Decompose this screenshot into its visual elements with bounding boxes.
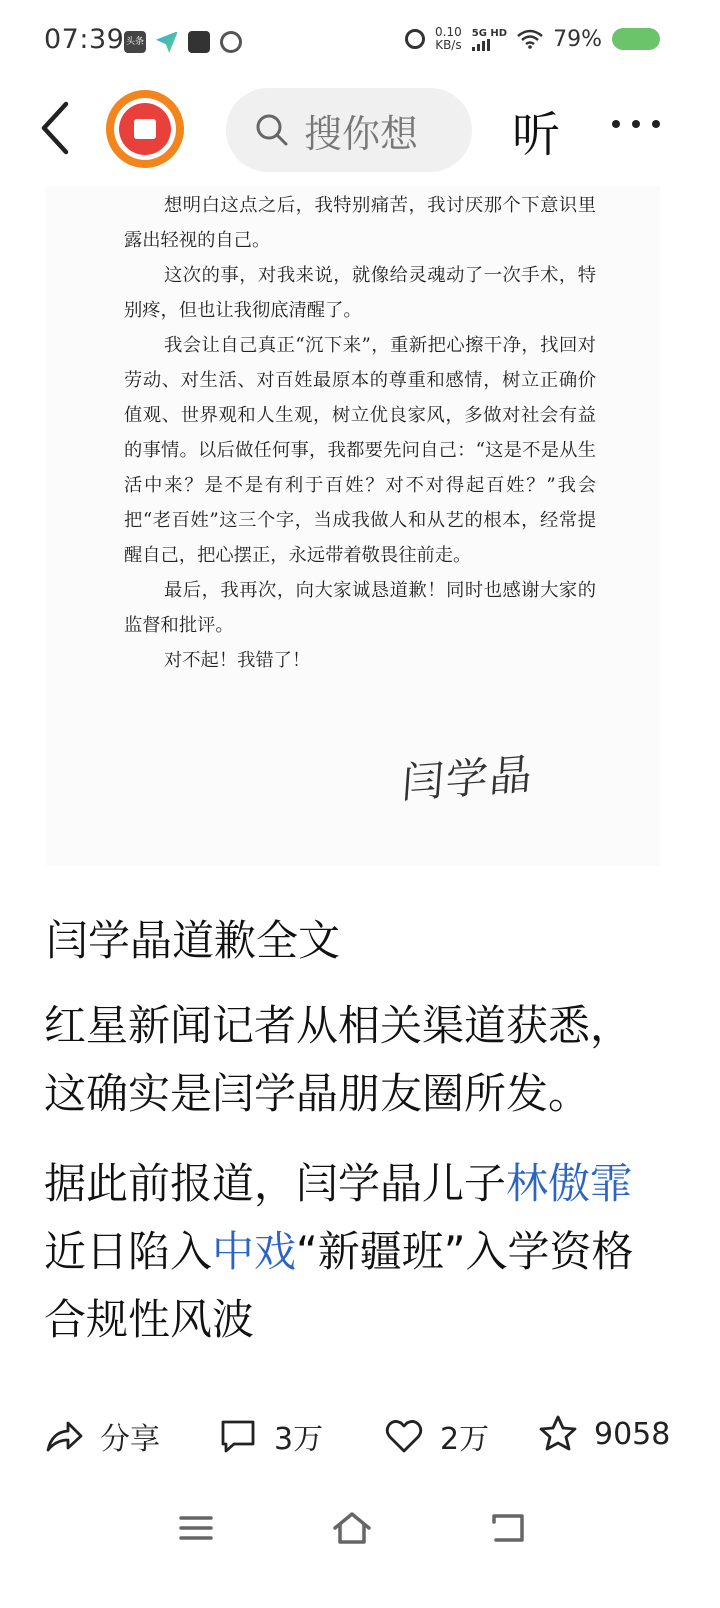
status-right	[405, 26, 660, 52]
status-bar	[0, 0, 720, 86]
comment-count: 3万	[274, 1422, 324, 1457]
author-avatar[interactable]	[106, 90, 184, 168]
share-label: 分享	[100, 1422, 160, 1457]
net-speed-value: 0.10	[435, 25, 462, 39]
share-button[interactable]	[44, 1414, 160, 1458]
image-caption: 闫学晶道歉全文	[46, 916, 341, 965]
nav-bar	[0, 86, 720, 182]
favorite-count: 9058	[594, 1416, 671, 1452]
article-body	[44, 992, 644, 1388]
notification-icons	[124, 31, 242, 53]
listen-button[interactable]: 听	[512, 107, 561, 163]
action-bar	[0, 1396, 720, 1476]
apology-letter-image[interactable]	[46, 186, 660, 866]
favorite-button[interactable]	[538, 1414, 670, 1454]
status-time: 07:39	[44, 24, 125, 55]
letter-paragraph: 对不起！我错了！	[164, 650, 311, 671]
home-icon[interactable]	[332, 1510, 372, 1546]
mail-icon	[188, 31, 210, 53]
article-text: 近日陷入	[44, 1227, 213, 1276]
send-icon	[156, 31, 178, 53]
like-count: 2万	[440, 1422, 490, 1457]
star-icon	[538, 1414, 578, 1454]
letter-paragraph: 这次的事，对我来说，就像给灵魂动了一次手术，特别疼，但也让我彻底清醒了。	[124, 265, 596, 321]
like-button[interactable]	[384, 1414, 489, 1458]
battery-icon	[612, 28, 660, 50]
back-nav-icon[interactable]	[490, 1510, 526, 1546]
person-link[interactable]: 林傲霏	[506, 1159, 633, 1208]
article-paragraph	[44, 1150, 644, 1354]
network-type: 5G HD	[471, 27, 508, 39]
more-options-icon[interactable]	[612, 120, 660, 128]
signal-indicator	[472, 28, 507, 51]
share-icon	[44, 1416, 84, 1456]
net-speed-unit: KB/s	[435, 38, 462, 52]
search-icon	[254, 112, 290, 148]
letter-paragraph: 我会让自己真正“沉下来”，重新把心擦干净，找回对劳动、对生活、对百姓最原本的尊重和感情，树立正确价值观、世界观和人生观，树立优良家风，多做对社会有益的事情。以后做任何事，我都要先问自己：“这是不是从生活中来？是不是有利于百姓？对不对得起百姓？”我会把“老百姓”这三个字，当成我做人和从艺的根本，经常提醒自己，把心摆正，永远带着敬畏往前走。	[124, 335, 596, 566]
heart-icon	[384, 1416, 424, 1456]
system-navigation	[0, 1498, 720, 1568]
handwritten-signature: 闫学晶	[400, 749, 536, 808]
comment-button[interactable]	[218, 1414, 323, 1458]
search-box[interactable]	[226, 88, 472, 172]
toutiao-icon: 头条	[124, 31, 146, 53]
signal-bars-icon	[472, 39, 507, 51]
school-link[interactable]: 中戏	[212, 1227, 297, 1276]
letter-paragraph: 最后，我再次，向大家诚恳道歉！同时也感谢大家的监督和批评。	[124, 580, 596, 636]
wifi-icon	[517, 29, 543, 49]
letter-text	[124, 188, 596, 678]
search-placeholder: 搜你想	[304, 111, 419, 156]
red-packet-icon	[119, 103, 171, 155]
alarm-icon	[405, 29, 425, 49]
net-speed	[435, 26, 462, 52]
comment-icon	[218, 1416, 258, 1456]
link-icon	[216, 27, 246, 57]
article-paragraph: 红星新闻记者从相关渠道获悉，这确实是闫学晶朋友圈所发。	[44, 1001, 633, 1118]
article-text: 据此前报道，闫学晶儿子	[44, 1159, 507, 1208]
battery-percent: 79%	[553, 26, 602, 52]
menu-icon[interactable]	[178, 1510, 214, 1546]
back-arrow-icon[interactable]	[36, 100, 76, 156]
article-text: “新疆班”入学资格合规性风波	[44, 1227, 634, 1344]
letter-paragraph: 想明白这点之后，我特别痛苦，我讨厌那个下意识里露出轻视的自己。	[124, 195, 596, 251]
